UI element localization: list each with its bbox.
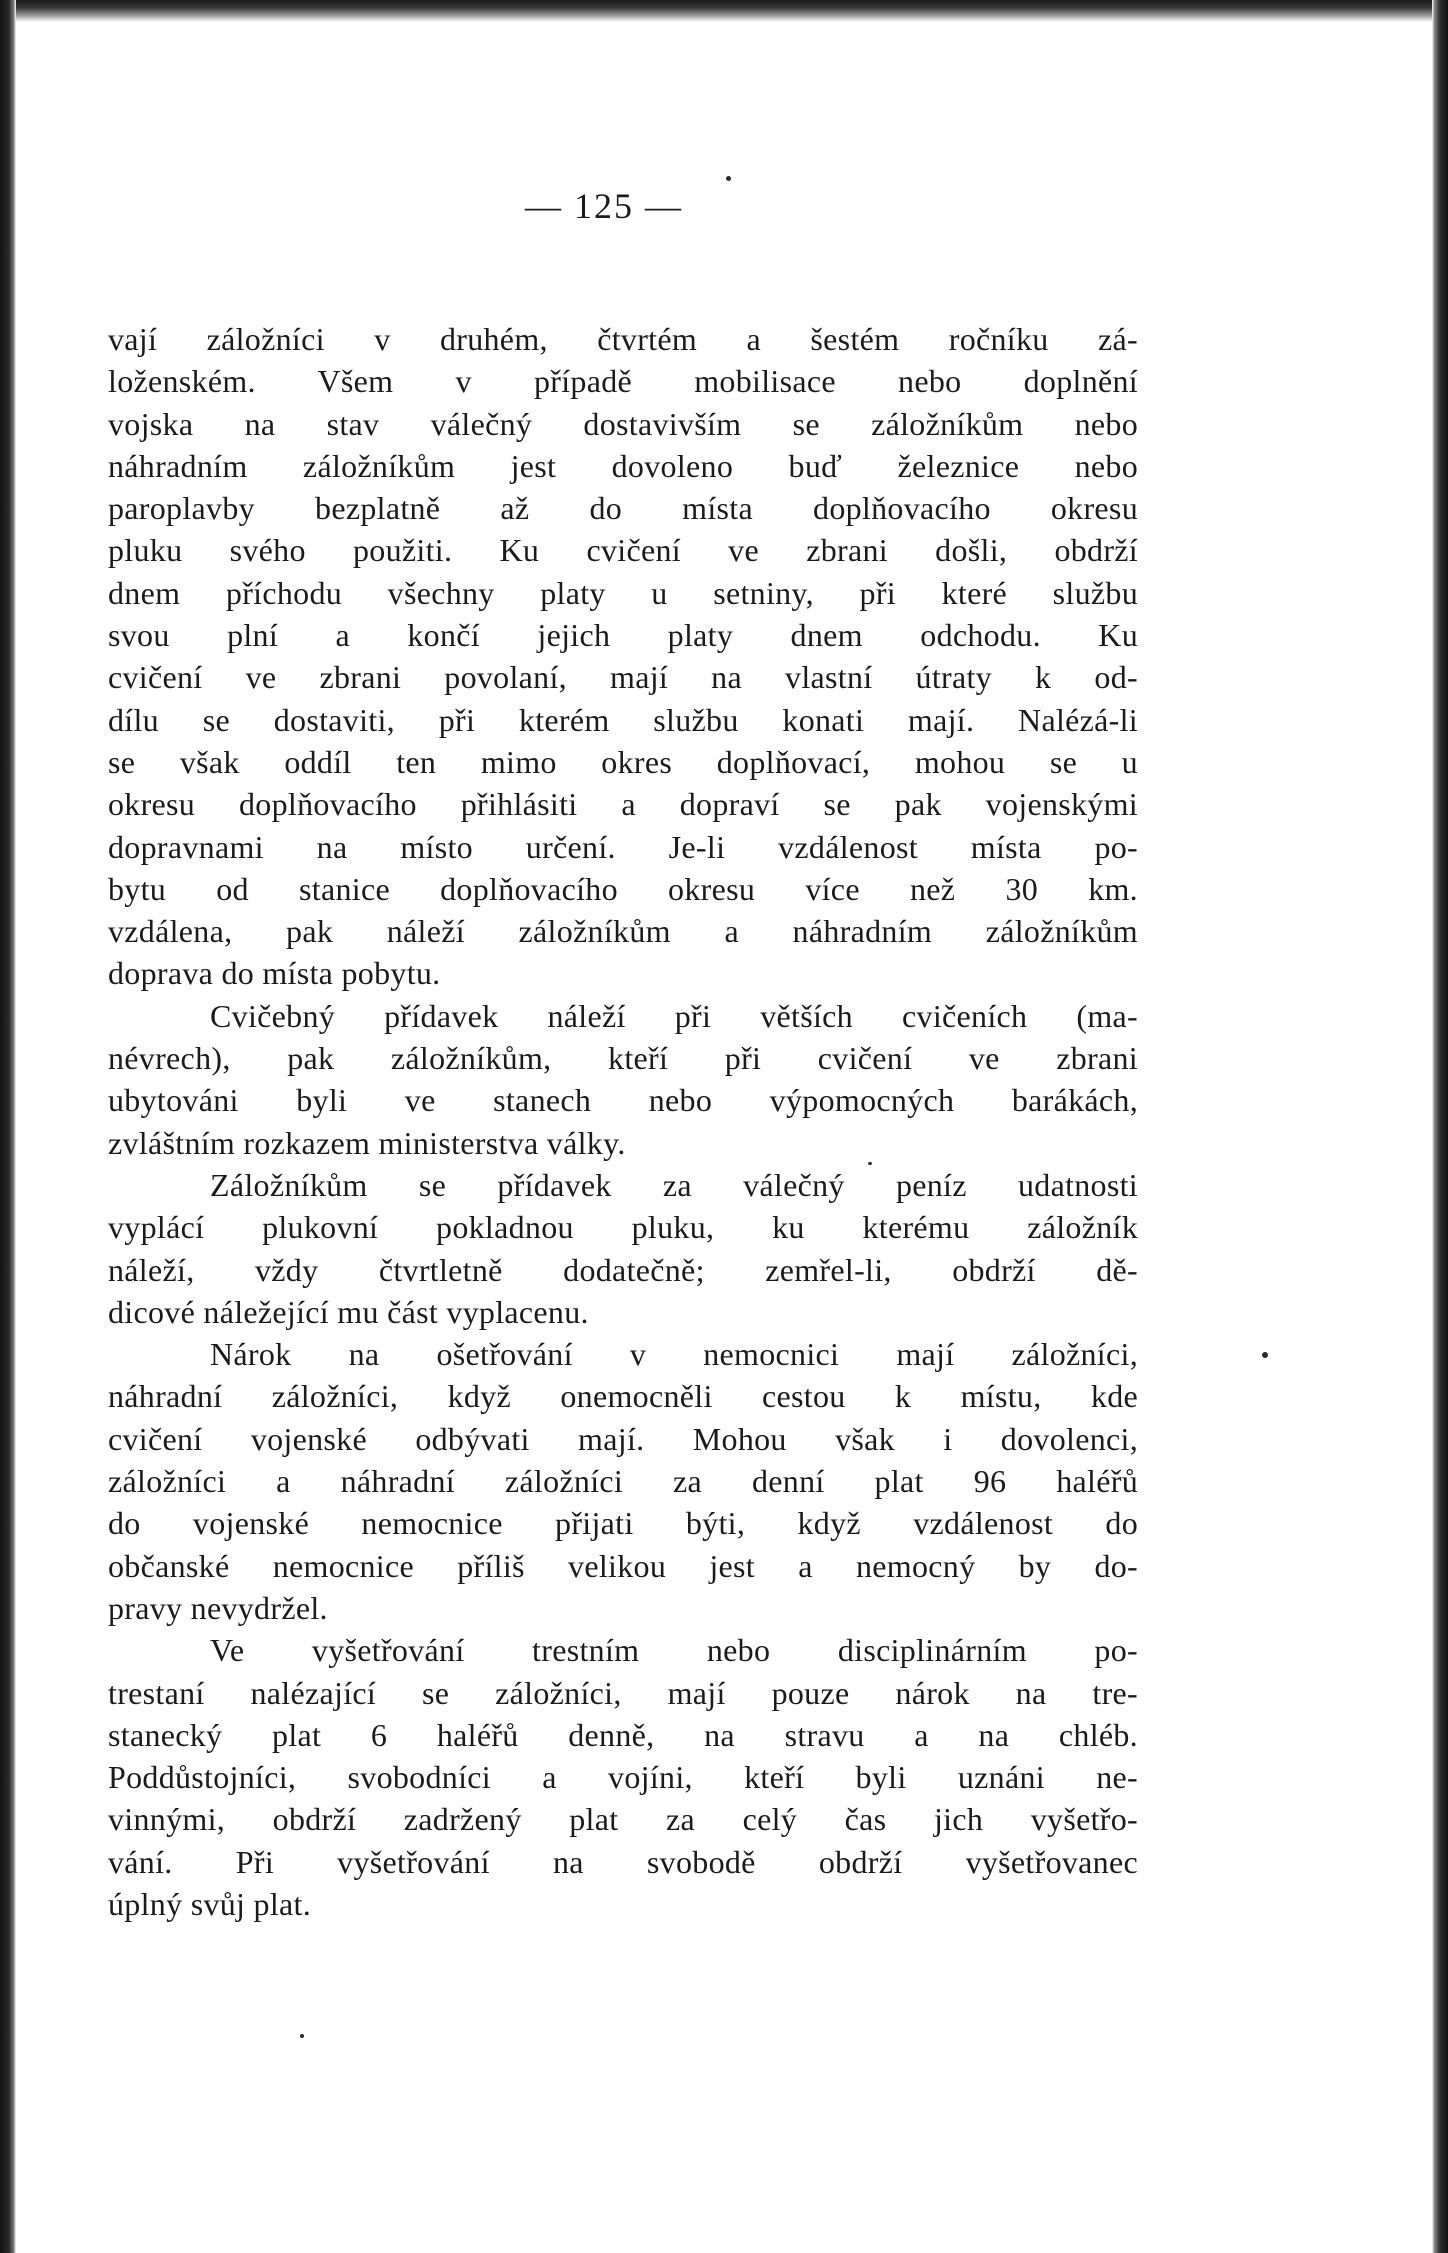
text-line: ubytováni byli ve stanech nebo výpomocných barákách, — [108, 1082, 1138, 1119]
text-line: Ve vyšetřování trestním nebo disciplinárním po- — [210, 1632, 1138, 1669]
text-line: záložníci a náhradní záložníci za denní plat 96 haléřů — [108, 1463, 1138, 1500]
text-line: dílu se dostaviti, při kterém službu konati mají. Nalézá-li — [108, 701, 1138, 738]
text-line: občanské nemocnice příliš velikou jest a nemocný by do- — [108, 1547, 1138, 1584]
paragraph — [108, 1629, 1138, 1925]
text-line: vají záložníci v druhém, čtvrtém a šestém ročníku zá- — [108, 321, 1138, 357]
text-line: zvláštním rozkazem ministerstva války. — [108, 1124, 626, 1161]
text-line: trestaní nalézající se záložníci, mají pouze nárok na tre- — [108, 1674, 1138, 1711]
text-line: vání. Při vyšetřování na svobodě obdrží vyšetřovanec — [108, 1843, 1138, 1880]
text-line: doprava do místa pobytu. — [108, 955, 441, 992]
paragraph — [108, 1333, 1138, 1629]
scan-edge-left — [0, 0, 16, 2253]
paragraph — [108, 1164, 1138, 1333]
text-line: dicové náležející mu část vyplacenu. — [108, 1293, 589, 1330]
text-line: névrech), pak záložníkům, kteří při cvičení ve zbrani — [108, 1040, 1138, 1077]
text-line: pluku svého použiti. Ku cvičení ve zbrani došli, obdrží — [108, 532, 1138, 569]
text-line: Záložníkům se přídavek za válečný peníz udatnosti — [210, 1166, 1138, 1203]
paragraph — [108, 318, 1138, 995]
page-number: — 125 — — [525, 186, 683, 226]
text-line: úplný svůj plat. — [108, 1885, 312, 1922]
text-line: bytu od stanice doplňovacího okresu více než 30 km. — [108, 870, 1138, 907]
text-line: náhradním záložníkům jest dovoleno buď železnice nebo — [108, 447, 1138, 484]
scan-speck — [726, 176, 731, 181]
text-line: vinnými, obdrží zadržený plat za celý čas jich vyšetřo- — [108, 1801, 1138, 1838]
scan-edge-right — [1432, 0, 1448, 2253]
text-line: Poddůstojníci, svobodníci a vojíni, kteří byli uznáni ne- — [108, 1759, 1138, 1796]
body-text — [108, 318, 1138, 1925]
text-line: Cvičebný přídavek náleží při větších cvičeních (ma- — [210, 997, 1138, 1034]
text-line: cvičení ve zbrani povolaní, mají na vlastní útraty k od- — [108, 659, 1138, 696]
text-line: náleží, vždy čtvrtletně dodatečně; zemřel-li, obdrží dě- — [108, 1251, 1138, 1288]
text-line: náhradní záložníci, když onemocněli cestou k místu, kde — [108, 1378, 1138, 1415]
text-line: loženském. Všem v případě mobilisace nebo doplnění — [108, 363, 1138, 400]
text-line: cvičení vojenské odbývati mají. Mohou však i dovolenci, — [108, 1420, 1138, 1457]
paragraph — [108, 995, 1138, 1164]
text-line: se však oddíl ten mimo okres doplňovací, mohou se u — [108, 743, 1138, 780]
text-line: do vojenské nemocnice přijati býti, když vzdálenost do — [108, 1505, 1138, 1542]
text-line: stanecký plat 6 haléřů denně, na stravu a na chléb. — [108, 1716, 1138, 1753]
scan-edge-top — [0, 0, 1448, 22]
text-line: okresu doplňovacího přihlásiti a dopraví se pak vojenskými — [108, 786, 1138, 823]
text-line: dopravnami na místo určení. Je-li vzdálenost místa po- — [108, 828, 1138, 865]
scan-speck — [1262, 1352, 1268, 1358]
scan-speck — [300, 2034, 304, 2038]
text-line: vzdálena, pak náleží záložníkům a náhradním záložníkům — [108, 913, 1138, 950]
text-line: Nárok na ošetřování v nemocnici mají záložníci, — [210, 1336, 1138, 1373]
text-line: dnem příchodu všechny platy u setniny, při které službu — [108, 574, 1138, 611]
text-line: paroplavby bezplatně až do místa doplňovacího okresu — [108, 490, 1138, 527]
text-line: pravy nevydržel. — [108, 1589, 328, 1626]
text-line: vojska na stav válečný dostavivším se záložníkům nebo — [108, 405, 1138, 442]
text-line: vyplácí plukovní pokladnou pluku, ku kterému záložník — [108, 1209, 1138, 1246]
text-line: svou plní a končí jejich platy dnem odchodu. Ku — [108, 617, 1138, 654]
